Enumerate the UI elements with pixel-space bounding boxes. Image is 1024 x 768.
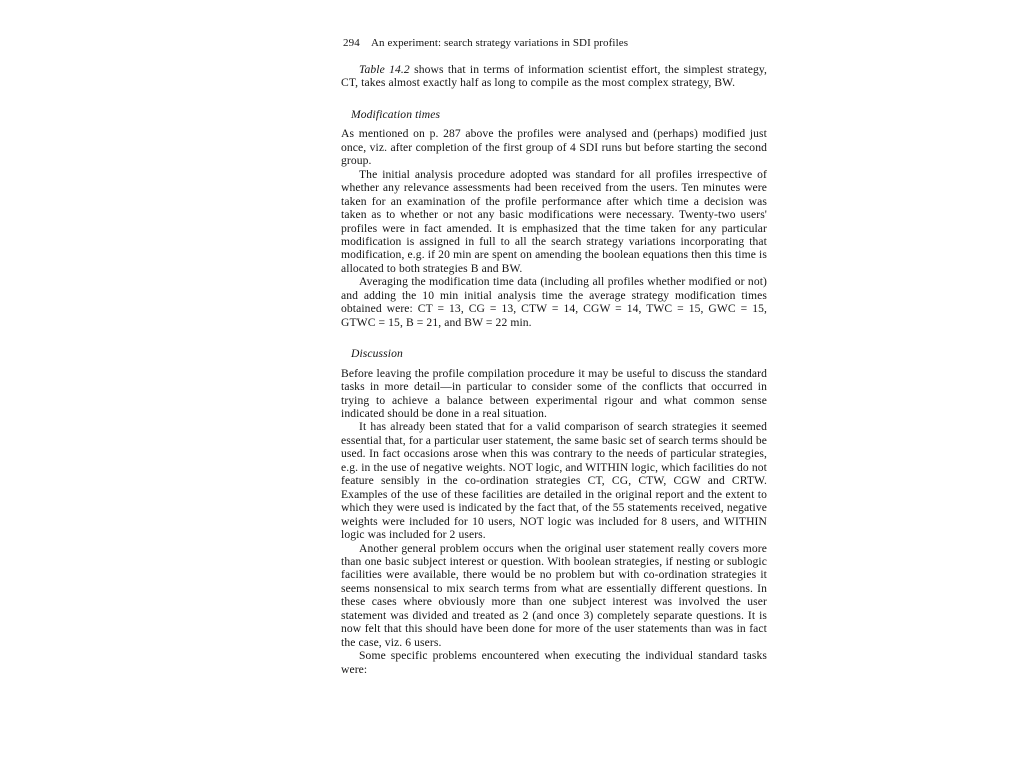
page-number: 294 (343, 37, 360, 49)
intro-paragraph-text: shows that in terms of information scientist effort, the simplest strategy, CT, takes almost exactly half as long to compile as the most complex strategy, BW. (341, 63, 767, 90)
book-page (341, 36, 767, 676)
paragraph: Averaging the modification time data (including all profiles whether modified or not) and adding the 10 min initial analysis time the average strategy modification times obtained were: CT = 13, CG = 13, CTW = 14, CGW = 14, TWC = 15, GWC = 15, GTWC = 15, B = 21, and BW = 22 min. (341, 275, 767, 329)
section-heading-modification-times: Modification times (351, 107, 441, 121)
paragraph: Another general problem occurs when the original user statement really covers more than one basic subject interest or question. With boolean strategies, if nesting or sublogic facilities were available, there would be no problem but with co-ordination strategies it seems nonsensical to mix search terms from what are essentially different questions. In these cases where obviously more than one subject interest was involved the user statement was divided and treated as 2 (and once 3) completely separate questions. It is now felt that this should have been done for more of the user statements than was in fact the case, viz. 6 users. (341, 541, 767, 649)
paragraph: Some specific problems encountered when executing the individual standard tasks were: (341, 649, 767, 676)
paragraph: As mentioned on p. 287 above the profiles were analysed and (perhaps) modified just once, viz. after completion of the first group of 4 SDI runs but before starting the second group. (341, 127, 767, 168)
table-reference: Table 14.2 (359, 63, 410, 76)
running-head (343, 36, 767, 50)
paragraph: The initial analysis procedure adopted was standard for all profiles irrespective of whether any relevance assessments had been received from the users. Ten minutes were taken for an examination of the profile performance after which time a decision was taken as to whether or not any basic modifications were necessary. Twenty-two users' profiles were in fact amended. It is emphasized that the time taken for any particular modification is assigned in full to all the search strategy variations incorporating that modification, e.g. if 20 min are spent on amending the boolean equations then this time is allocated to both strategies B and BW. (341, 167, 767, 275)
paragraph: Before leaving the profile compilation procedure it may be useful to discuss the standard tasks in more detail—in particular to consider some of the conflicts that occurred in trying to achieve a balance between experimental rigour and what common sense indicated should be done in a real situation. (341, 366, 767, 420)
running-head-title: An experiment: search strategy variations in SDI profiles (371, 37, 629, 49)
intro-paragraph (341, 63, 767, 90)
section-heading-discussion: Discussion (351, 347, 403, 361)
paragraph: It has already been stated that for a valid comparison of search strategies it seemed essential that, for a particular user statement, the same basic set of search terms should be used. In fact occasions arose when this was contrary to the needs of particular strategies, e.g. in the use of negative weights. NOT logic, and WITHIN logic, which facilities do not feature sensibly in the co-ordination strategies CT, CG, CTW, CGW and CRTW. Examples of the use of these facilities are detailed in the original report and the extent to which they were used is indicated by the fact that, of the 55 statements received, negative weights were included for 10 users, NOT logic was included for 8 users, and WITHIN logic was included for 2 users. (341, 420, 767, 542)
